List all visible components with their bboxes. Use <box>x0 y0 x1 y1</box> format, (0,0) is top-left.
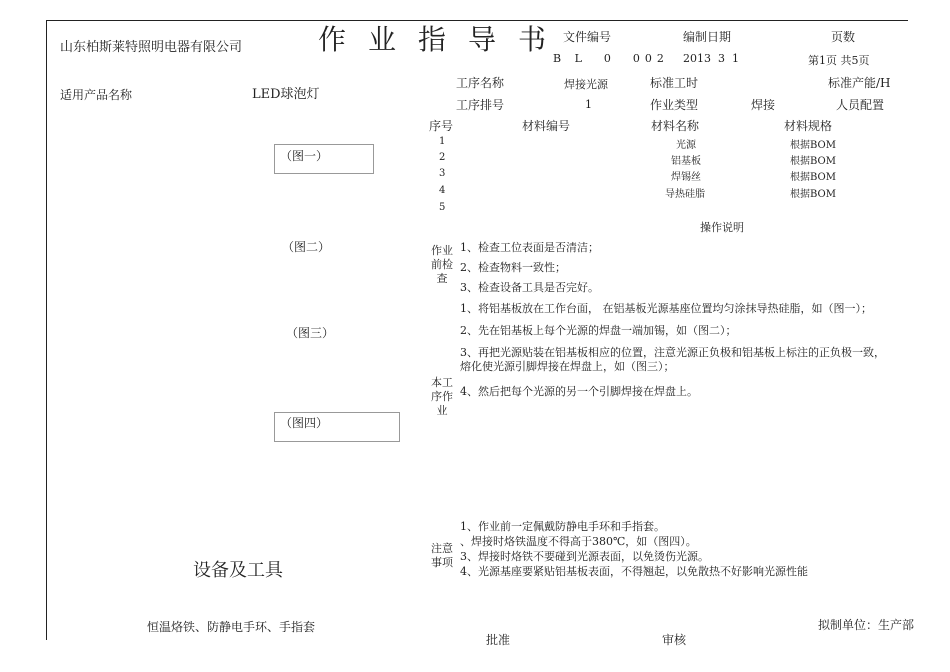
work-label: 本工 序作 业 <box>431 376 453 417</box>
note-item: 、焊接时烙铁温度不得高于380℃，如（图四）。 <box>460 535 697 548</box>
note-item: 4、光源基座要紧贴铝基板表面，不得翘起，以免散热不好影响光源性能 <box>460 565 808 578</box>
table-row-spec: 根据BOM <box>790 156 836 167</box>
pages-value: 第1页 共5页 <box>808 54 870 67</box>
table-row-no: 5 <box>439 202 446 213</box>
table-row-no: 1 <box>439 136 446 147</box>
tools-value: 恒温烙铁、防静电手环、手指套 <box>147 620 316 634</box>
date-value: 2013 3 1 <box>683 52 739 65</box>
process-name-label: 工序名称 <box>456 76 505 90</box>
pre-check-item: 3、检查设备工具是否完好。 <box>460 281 599 294</box>
table-row-name: 铝基板 <box>671 156 701 167</box>
note-item: 3、焊接时烙铁不要碰到光源表面，以免烫伤光源。 <box>460 550 709 563</box>
materials-header-spec: 材料规格 <box>784 119 833 133</box>
product-label: 适用产品名称 <box>60 88 133 102</box>
work-type-value: 焊接 <box>751 98 776 112</box>
company-name: 山东柏斯莱特照明电器有限公司 <box>60 40 243 55</box>
work-item: 2、先在铝基板上每个光源的焊盘一端加锡，如（图二）； <box>460 324 737 337</box>
table-row-name: 焊锡丝 <box>671 172 701 183</box>
pre-check-item: 2、检查物料一致性； <box>460 261 566 274</box>
figure-4-label: （图四） <box>280 416 329 430</box>
process-seq-value: 1 <box>585 98 592 111</box>
approve-label: 批准 <box>486 633 511 647</box>
instructions-title: 操作说明 <box>700 221 744 234</box>
materials-header-name: 材料名称 <box>651 119 700 133</box>
review-label: 审核 <box>662 633 687 647</box>
figure-3-label: （图三） <box>286 326 335 340</box>
doc-no-label: 文件编号 <box>563 30 612 44</box>
doc-no-value: B L 0 002 <box>553 52 669 65</box>
table-row-name: 导热硅脂 <box>665 189 705 200</box>
work-item: 1、将铝基板放在工作台面， 在铝基板光源基座位置均匀涂抹导热硅脂，如（图一）； <box>460 302 872 315</box>
materials-header-code: 材料编号 <box>522 119 571 133</box>
work-item: 4、然后把每个光源的另一个引脚焊接在焊盘上。 <box>460 385 698 398</box>
pre-check-label: 作业 前检 查 <box>431 244 453 285</box>
table-row-name: 光源 <box>676 140 696 151</box>
work-item: 3、再把光源贴装在铝基板相应的位置，注意光源正负极和铝基板上标注的正负极一致， 熔化使光源引脚焊接在焊盘上，如（图三）； <box>460 346 885 373</box>
table-row-spec: 根据BOM <box>790 140 836 151</box>
left-border <box>46 20 47 640</box>
materials-header-no: 序号 <box>429 119 454 133</box>
std-time-label: 标准工时 <box>650 76 699 90</box>
figure-1-label: （图一） <box>280 149 329 163</box>
product-value: LED球泡灯 <box>252 87 320 102</box>
process-seq-label: 工序排号 <box>456 98 505 112</box>
staff-label: 人员配置 <box>836 98 885 112</box>
tools-heading: 设备及工具 <box>193 560 283 581</box>
document-title: 作业指导书 <box>318 23 569 56</box>
pre-check-item: 1、检查工位表面是否清洁； <box>460 241 599 254</box>
process-name-value: 焊接光源 <box>564 78 608 91</box>
table-row-no: 3 <box>439 168 446 179</box>
table-row-no: 2 <box>439 152 446 163</box>
work-type-label: 作业类型 <box>650 98 699 112</box>
date-label: 编制日期 <box>683 30 732 44</box>
notes-label: 注意 事项 <box>431 542 453 569</box>
prepared-by: 拟制单位：生产部 <box>818 618 915 632</box>
pages-label: 页数 <box>831 30 856 44</box>
table-row-spec: 根据BOM <box>790 172 836 183</box>
std-capacity-label: 标准产能/H <box>828 76 891 90</box>
table-row-no: 4 <box>439 185 446 196</box>
table-row-spec: 根据BOM <box>790 189 836 200</box>
note-item: 1、作业前一定佩戴防静电手环和手指套。 <box>460 520 665 533</box>
figure-2-label: （图二） <box>282 240 331 254</box>
